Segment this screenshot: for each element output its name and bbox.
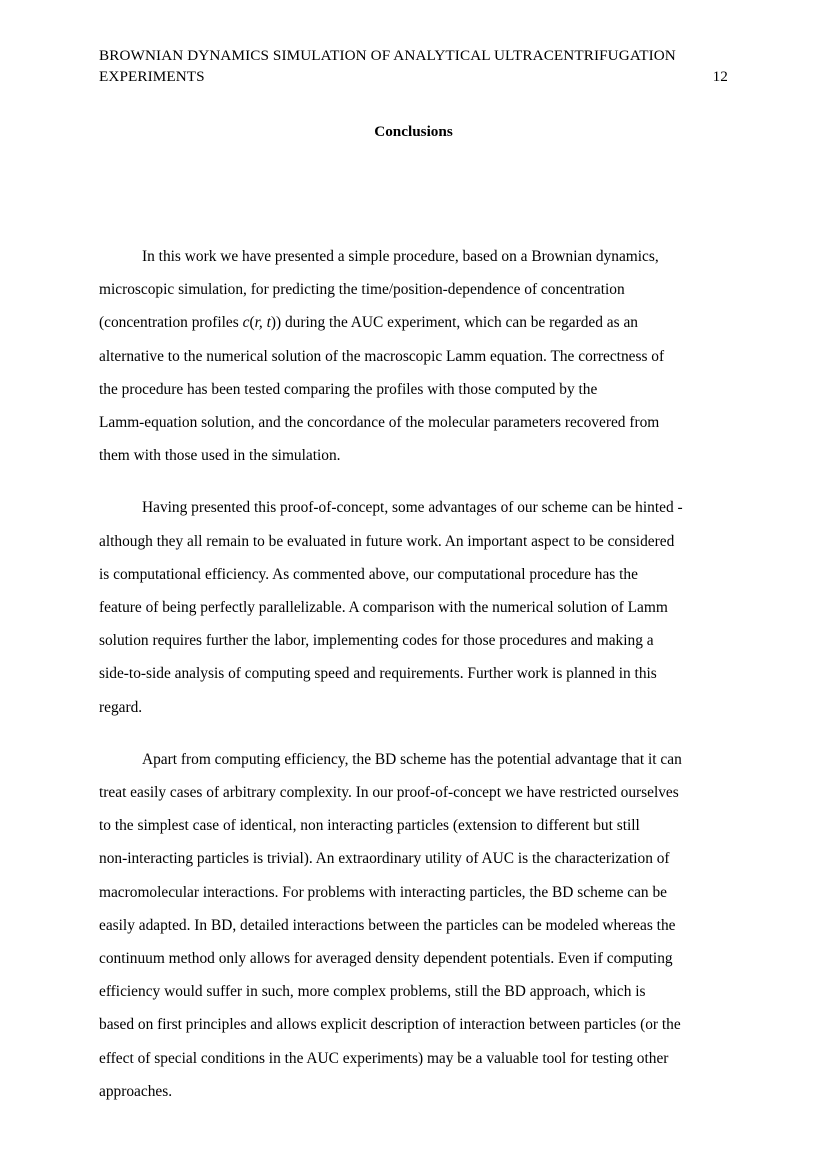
paragraph-3 bbox=[99, 743, 739, 1108]
section-title: Conclusions bbox=[374, 123, 453, 140]
p1-line2: microscopic simulation, for predicting the time/position-dependence of concentration bbox=[99, 281, 625, 299]
p3-line3: to the simplest case of identical, non interacting particles (extension to different but still bbox=[99, 817, 640, 835]
math-r: r bbox=[254, 314, 259, 332]
p3-line6: easily adapted. In BD, detailed interactions between the particles can be modeled whereas the bbox=[99, 916, 676, 934]
p1-line5: the procedure has been tested comparing the profiles with those computed by the bbox=[99, 380, 598, 398]
p3-line10: effect of special conditions in the AUC experiments) may be a valuable tool for testing other bbox=[99, 1049, 669, 1067]
p2-line3: is computational efficiency. As commented above, our computational procedure has the bbox=[99, 565, 638, 583]
p1-line3-suffix: during the AUC experiment, which can be regarded as an bbox=[281, 314, 638, 332]
p1-line3-prefix: (concentration profiles bbox=[99, 314, 243, 332]
p3-line9: based on first principles and allows explicit description of interaction between particles (or the bbox=[99, 1016, 681, 1034]
p3-line11: approaches. bbox=[99, 1082, 173, 1100]
p3-line4: non-interacting particles is trivial). An extraordinary utility of AUC is the characterization of bbox=[99, 850, 670, 868]
running-header-title-line1: BROWNIAN DYNAMICS SIMULATION OF ANALYTICAL ULTRACENTRIFUGATION bbox=[99, 47, 676, 64]
p1-line4: alternative to the numerical solution of the macroscopic Lamm equation. The correctness of bbox=[99, 347, 665, 365]
page-number: 12 bbox=[712, 68, 728, 85]
math-paren-close: )) bbox=[270, 314, 282, 332]
p3-line7: continuum method only allows for averaged density dependent potentials. Even if computing bbox=[99, 950, 673, 968]
p2-line5: solution requires further the labor, implementing codes for those procedures and making a bbox=[99, 632, 654, 650]
paragraph-2 bbox=[99, 491, 739, 723]
p3-line5: macromolecular interactions. For problems with interacting particles, the BD scheme can be bbox=[99, 883, 667, 901]
p1-line1: In this work we have presented a simple procedure, based on a Brownian dynamics, bbox=[142, 248, 659, 265]
p1-line6: Lamm-equation solution, and the concordance of the molecular parameters recovered from bbox=[99, 414, 660, 432]
p2-line6: side-to-side analysis of computing speed and requirements. Further work is planned in this bbox=[99, 665, 657, 683]
p2-line1: Having presented this proof-of-concept, some advantages of our scheme can be hinted - bbox=[142, 499, 683, 517]
p2-line4: feature of being perfectly parallelizable. A comparison with the numerical solution of Lamm bbox=[99, 599, 668, 617]
math-c: c bbox=[242, 314, 250, 332]
body-text bbox=[99, 240, 739, 1127]
p1-line7: them with those used in the simulation. bbox=[99, 447, 341, 465]
p3-line2: treat easily cases of arbitrary complexity. In our proof-of-concept we have restricted ourselves bbox=[99, 784, 679, 802]
math-comma: , bbox=[258, 314, 267, 332]
math-t: t bbox=[266, 314, 271, 332]
running-header-line2 bbox=[99, 66, 728, 87]
running-header-title-line2: EXPERIMENTS bbox=[99, 68, 205, 85]
p3-line1: Apart from computing efficiency, the BD scheme has the potential advantage that it can bbox=[142, 750, 682, 768]
p2-line7: regard. bbox=[99, 698, 143, 716]
p3-line8: efficiency would suffer in such, more complex problems, still the BD approach, which is bbox=[99, 983, 646, 1001]
paragraph-1 bbox=[99, 240, 739, 472]
p2-line2: although they all remain to be evaluated in future work. An important aspect to be considered bbox=[99, 532, 675, 550]
running-header bbox=[99, 45, 728, 87]
math-paren-open: ( bbox=[249, 314, 255, 332]
